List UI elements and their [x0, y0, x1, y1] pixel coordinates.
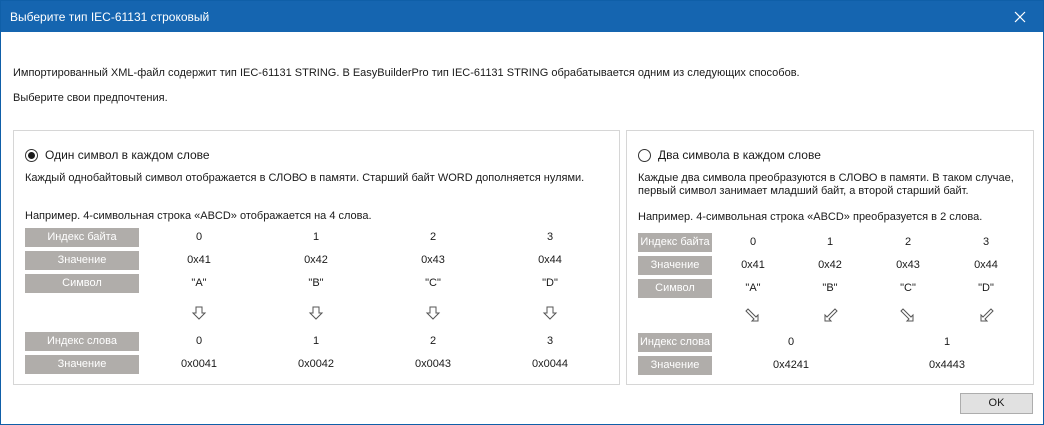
word-value-label: Значение — [25, 355, 139, 374]
word-value-label: Значение — [638, 356, 712, 375]
word-value-cell: 0x0042 — [297, 358, 335, 370]
option-one-panel — [13, 130, 620, 385]
option-two-label: Два символа в каждом слове — [658, 148, 821, 162]
option-two-example: Например. 4-символьная строка «ABCD» преобразуется в 2 слова. — [638, 211, 983, 223]
word-value-cell: 0x0044 — [531, 358, 569, 370]
byte-index-cell: 1 — [312, 231, 320, 243]
word-index-label: Индекс слова — [638, 333, 712, 352]
ok-button[interactable]: OK — [960, 393, 1033, 414]
option-two-description-cont: первый символ занимает младший байт, а второй старший байт. — [638, 185, 969, 197]
arrow-down-icon — [308, 305, 324, 321]
byte-index-cell: 2 — [429, 231, 437, 243]
byte-index-label: Индекс байта — [638, 233, 712, 252]
symbol-label: Символ — [25, 274, 139, 293]
arrow-down-left-icon — [978, 308, 994, 324]
word-index-cell: 1 — [943, 336, 951, 348]
arrow-down-icon — [542, 305, 558, 321]
intro-prompt: Выберите свои предпочтения. — [13, 92, 168, 104]
byte-value-cell: 0x42 — [304, 254, 328, 266]
symbol-label: Символ — [638, 279, 712, 298]
byte-value-cell: 0x43 — [896, 259, 920, 271]
byte-index-cell: 3 — [982, 236, 990, 248]
byte-index-cell: 1 — [826, 236, 834, 248]
option-one-radio-row[interactable] — [25, 148, 210, 162]
byte-index-cell: 0 — [749, 236, 757, 248]
byte-value-cell: 0x43 — [421, 254, 445, 266]
option-two-description: Каждые два символа преобразуются в СЛОВО в памяти. В таком случае, — [638, 172, 1014, 184]
option-one-description: Каждый однобайтовый символ отображается в СЛОВО в памяти. Старший байт WORD дополняется нулями. — [25, 172, 585, 184]
option-one-label: Один символ в каждом слове — [45, 148, 210, 162]
close-icon — [1014, 11, 1026, 23]
arrow-down-icon — [191, 305, 207, 321]
symbol-cell: "C" — [425, 277, 441, 289]
byte-index-cell: 0 — [195, 231, 203, 243]
word-value-cell: 0x0041 — [180, 358, 218, 370]
word-index-cell: 0 — [195, 335, 203, 347]
word-index-cell: 1 — [312, 335, 320, 347]
window-title: Выберите тип IEC-61131 строковый — [10, 10, 210, 24]
byte-value-cell: 0x41 — [741, 259, 765, 271]
value-label: Значение — [638, 256, 712, 275]
word-index-cell: 0 — [787, 336, 795, 348]
option-two-panel — [626, 130, 1034, 385]
symbol-cell: "B" — [822, 282, 838, 294]
word-index-label: Индекс слова — [25, 332, 139, 351]
arrow-down-icon — [425, 305, 441, 321]
symbol-cell: "D" — [542, 277, 558, 289]
byte-value-cell: 0x44 — [538, 254, 562, 266]
option-two-radio-row[interactable] — [638, 148, 821, 162]
byte-value-cell: 0x44 — [974, 259, 998, 271]
symbol-cell: "D" — [978, 282, 994, 294]
word-value-cell: 0x4443 — [928, 359, 966, 371]
value-label: Значение — [25, 251, 139, 270]
symbol-cell: "B" — [308, 277, 324, 289]
word-value-cell: 0x4241 — [772, 359, 810, 371]
byte-value-cell: 0x42 — [818, 259, 842, 271]
symbol-cell: "C" — [900, 282, 916, 294]
byte-index-label: Индекс байта — [25, 228, 139, 247]
title-bar — [1, 1, 1043, 32]
arrow-down-right-icon — [900, 308, 916, 324]
word-index-cell: 3 — [546, 335, 554, 347]
word-value-cell: 0x0043 — [414, 358, 452, 370]
symbol-cell: "A" — [745, 282, 761, 294]
arrow-down-left-icon — [822, 308, 838, 324]
byte-index-cell: 2 — [904, 236, 912, 248]
option-one-radio[interactable] — [25, 149, 38, 162]
byte-value-cell: 0x41 — [187, 254, 211, 266]
symbol-cell: "A" — [191, 277, 207, 289]
byte-index-cell: 3 — [546, 231, 554, 243]
option-two-radio[interactable] — [638, 149, 651, 162]
intro-text: Импортированный XML-файл содержит тип IEC-61131 STRING. В EasyBuilderPro тип IEC-61131 STRING обрабатывается одним из следующих способов. — [13, 67, 800, 79]
word-index-cell: 2 — [429, 335, 437, 347]
option-one-example: Например. 4-символьная строка «ABCD» отображается на 4 слова. — [25, 210, 372, 222]
close-button[interactable] — [997, 1, 1043, 32]
arrow-down-right-icon — [745, 308, 761, 324]
